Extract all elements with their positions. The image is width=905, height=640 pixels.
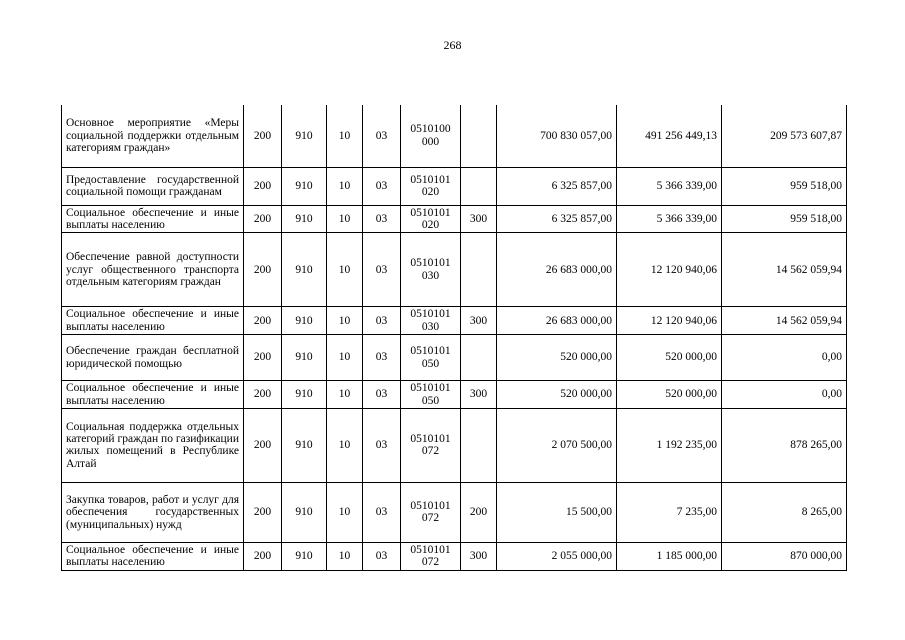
value-planned: 2 055 000,00 bbox=[497, 542, 617, 570]
table-row bbox=[62, 307, 847, 335]
value-remaining: 959 518,00 bbox=[722, 205, 847, 233]
target-article-code bbox=[401, 167, 461, 205]
target-article-code bbox=[401, 482, 461, 542]
col-section: 10 bbox=[327, 307, 363, 335]
value-executed: 1 185 000,00 bbox=[617, 542, 722, 570]
table-row bbox=[62, 167, 847, 205]
table-row bbox=[62, 381, 847, 409]
target-article-code bbox=[401, 542, 461, 570]
col-section: 10 bbox=[327, 381, 363, 409]
expense-type: 300 bbox=[461, 542, 497, 570]
col-section: 10 bbox=[327, 105, 363, 167]
col-b: 910 bbox=[282, 408, 327, 482]
code-part-1: 0510101 bbox=[410, 345, 451, 358]
col-b: 910 bbox=[282, 381, 327, 409]
col-subsection: 03 bbox=[363, 381, 401, 409]
target-article-code bbox=[401, 335, 461, 381]
page-number: 268 bbox=[443, 38, 462, 52]
value-planned: 520 000,00 bbox=[497, 335, 617, 381]
code-part-1: 0510100 bbox=[410, 123, 451, 136]
col-a: 200 bbox=[244, 105, 282, 167]
col-b: 910 bbox=[282, 335, 327, 381]
value-planned: 6 325 857,00 bbox=[497, 167, 617, 205]
value-remaining: 870 000,00 bbox=[722, 542, 847, 570]
value-executed: 12 120 940,06 bbox=[617, 307, 722, 335]
row-name: Социальное обеспечение и иные выплаты населению bbox=[62, 205, 244, 233]
target-article-code bbox=[401, 408, 461, 482]
table-row bbox=[62, 482, 847, 542]
value-executed: 520 000,00 bbox=[617, 335, 722, 381]
value-executed: 1 192 235,00 bbox=[617, 408, 722, 482]
code-part-1: 0510101 bbox=[410, 308, 451, 321]
code-part-2: 000 bbox=[421, 135, 440, 148]
value-executed: 491 256 449,13 bbox=[617, 105, 722, 167]
value-planned: 26 683 000,00 bbox=[497, 233, 617, 307]
value-remaining: 0,00 bbox=[722, 335, 847, 381]
code-part-1: 0510101 bbox=[410, 382, 451, 395]
col-a: 200 bbox=[244, 408, 282, 482]
col-a: 200 bbox=[244, 307, 282, 335]
code-part-2: 020 bbox=[421, 186, 440, 198]
row-name: Социальное обеспечение и иные выплаты населению bbox=[62, 542, 244, 570]
col-a: 200 bbox=[244, 167, 282, 205]
value-planned: 26 683 000,00 bbox=[497, 307, 617, 335]
col-section: 10 bbox=[327, 408, 363, 482]
col-section: 10 bbox=[327, 542, 363, 570]
expense-type bbox=[461, 233, 497, 307]
expense-type: 300 bbox=[461, 381, 497, 409]
value-remaining: 959 518,00 bbox=[722, 167, 847, 205]
col-section: 10 bbox=[327, 167, 363, 205]
value-remaining: 878 265,00 bbox=[722, 408, 847, 482]
col-section: 10 bbox=[327, 205, 363, 233]
col-b: 910 bbox=[282, 307, 327, 335]
value-executed: 12 120 940,06 bbox=[617, 233, 722, 307]
value-planned: 700 830 057,00 bbox=[497, 105, 617, 167]
table-row bbox=[62, 205, 847, 233]
target-article-code bbox=[401, 381, 461, 409]
row-name: Социальное обеспечение и иные выплаты населению bbox=[62, 307, 244, 335]
col-subsection: 03 bbox=[363, 482, 401, 542]
col-subsection: 03 bbox=[363, 233, 401, 307]
row-name: Предоставление государственной социальной помощи гражданам bbox=[62, 167, 244, 205]
col-subsection: 03 bbox=[363, 205, 401, 233]
table-row bbox=[62, 335, 847, 381]
col-subsection: 03 bbox=[363, 335, 401, 381]
value-executed: 5 366 339,00 bbox=[617, 205, 722, 233]
col-b: 910 bbox=[282, 542, 327, 570]
value-executed: 520 000,00 bbox=[617, 381, 722, 409]
col-b: 910 bbox=[282, 205, 327, 233]
value-remaining: 0,00 bbox=[722, 381, 847, 409]
code-part-1: 0510101 bbox=[410, 257, 451, 270]
expense-type bbox=[461, 167, 497, 205]
code-part-2: 030 bbox=[421, 269, 440, 282]
row-name: Основное мероприятие «Меры социальной поддержки отдельным категориям граждан» bbox=[62, 105, 244, 167]
col-b: 910 bbox=[282, 482, 327, 542]
col-subsection: 03 bbox=[363, 408, 401, 482]
value-planned: 2 070 500,00 bbox=[497, 408, 617, 482]
value-remaining: 14 562 059,94 bbox=[722, 233, 847, 307]
row-name: Обеспечение равной доступности услуг общественного транспорта отдельным категориям граждан bbox=[62, 233, 244, 307]
target-article-code bbox=[401, 105, 461, 167]
col-section: 10 bbox=[327, 335, 363, 381]
target-article-code bbox=[401, 205, 461, 233]
col-a: 200 bbox=[244, 482, 282, 542]
expense-type: 200 bbox=[461, 482, 497, 542]
col-a: 200 bbox=[244, 335, 282, 381]
code-part-1: 0510101 bbox=[410, 206, 451, 219]
table-row bbox=[62, 542, 847, 570]
code-part-1: 0510101 bbox=[410, 433, 451, 446]
value-remaining: 209 573 607,87 bbox=[722, 105, 847, 167]
col-b: 910 bbox=[282, 105, 327, 167]
value-executed: 5 366 339,00 bbox=[617, 167, 722, 205]
col-a: 200 bbox=[244, 381, 282, 409]
expense-type bbox=[461, 335, 497, 381]
col-a: 200 bbox=[244, 542, 282, 570]
code-part-2: 072 bbox=[421, 512, 440, 525]
value-remaining: 8 265,00 bbox=[722, 482, 847, 542]
col-b: 910 bbox=[282, 167, 327, 205]
code-part-1: 0510101 bbox=[410, 500, 451, 513]
expense-type bbox=[461, 105, 497, 167]
expense-type: 300 bbox=[461, 205, 497, 233]
table-row bbox=[62, 408, 847, 482]
code-part-2: 050 bbox=[421, 394, 440, 407]
code-part-2: 050 bbox=[421, 357, 440, 370]
row-name: Закупка товаров, работ и услуг для обеспечения государственных (муниципальных) нужд bbox=[62, 482, 244, 542]
value-planned: 520 000,00 bbox=[497, 381, 617, 409]
expense-type: 300 bbox=[461, 307, 497, 335]
table-row bbox=[62, 105, 847, 167]
value-planned: 6 325 857,00 bbox=[497, 205, 617, 233]
budget-table bbox=[61, 105, 847, 571]
row-name: Обеспечение граждан бесплатной юридической помощью bbox=[62, 335, 244, 381]
expense-type bbox=[461, 408, 497, 482]
code-part-2: 020 bbox=[421, 218, 440, 231]
row-name: Социальное обеспечение и иные выплаты населению bbox=[62, 381, 244, 409]
value-planned: 15 500,00 bbox=[497, 482, 617, 542]
target-article-code bbox=[401, 233, 461, 307]
value-executed: 7 235,00 bbox=[617, 482, 722, 542]
col-subsection: 03 bbox=[363, 542, 401, 570]
table-row bbox=[62, 233, 847, 307]
col-b: 910 bbox=[282, 233, 327, 307]
col-section: 10 bbox=[327, 233, 363, 307]
code-part-1: 0510101 bbox=[410, 543, 451, 556]
col-subsection: 03 bbox=[363, 105, 401, 167]
code-part-2: 030 bbox=[421, 320, 440, 333]
value-remaining: 14 562 059,94 bbox=[722, 307, 847, 335]
code-part-2: 072 bbox=[421, 556, 440, 569]
row-name: Социальная поддержка отдельных категорий граждан по газификации жилых помещений в Республике Алтай bbox=[62, 408, 244, 482]
code-part-1: 0510101 bbox=[410, 173, 451, 186]
col-section: 10 bbox=[327, 482, 363, 542]
col-a: 200 bbox=[244, 205, 282, 233]
col-subsection: 03 bbox=[363, 307, 401, 335]
table-body bbox=[62, 105, 847, 570]
target-article-code bbox=[401, 307, 461, 335]
code-part-2: 072 bbox=[421, 445, 440, 458]
col-a: 200 bbox=[244, 233, 282, 307]
col-subsection: 03 bbox=[363, 167, 401, 205]
